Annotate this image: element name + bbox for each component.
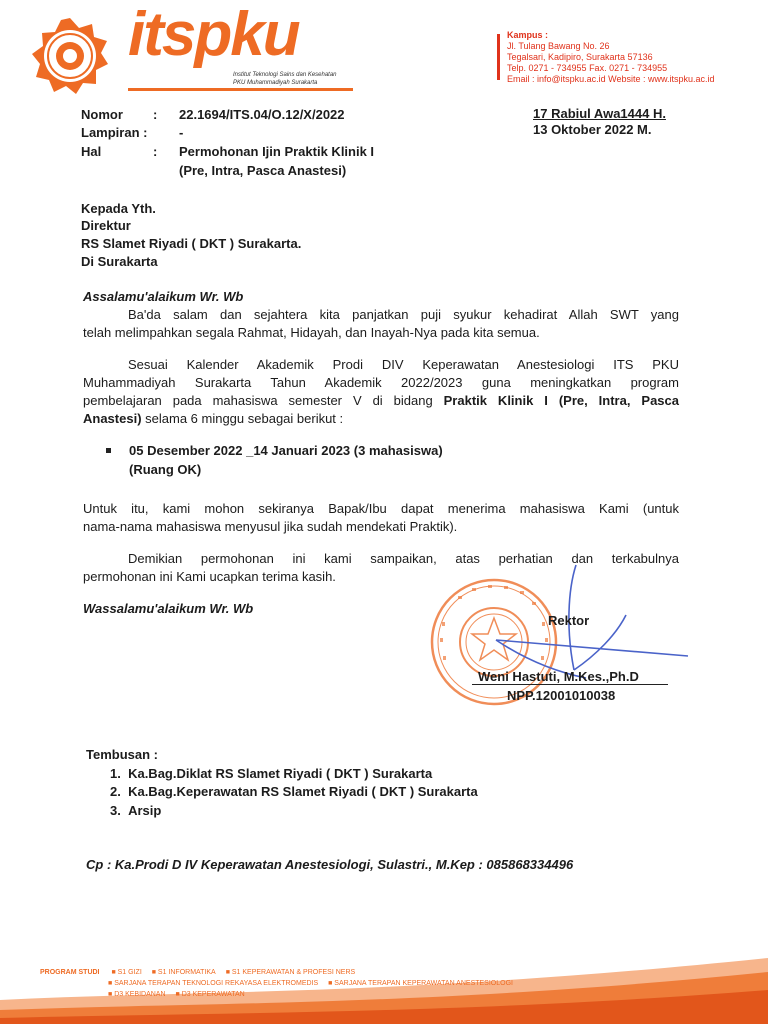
lampiran-value: -	[179, 125, 184, 140]
contact-block	[507, 30, 715, 85]
date-hijri: 17 Rabiul Awa1444 H.	[533, 106, 666, 121]
contact-person: Cp : Ka.Prodi D IV Keperawatan Anestesiologi, Sulastri., M.Kep : 085868334496	[86, 857, 574, 872]
signer-title: Rektor	[548, 613, 590, 628]
recipient-line-3: RS Slamet Riyadi ( DKT ) Surakarta.	[81, 236, 302, 251]
lampiran-label: Lampiran :	[81, 125, 148, 140]
program-d3-kebidanan: ■ D3 KEBIDANAN	[108, 991, 166, 998]
paragraph-2-line-4-text: selama 6 minggu sebagai berikut :	[141, 411, 344, 426]
program-s1-gizi: ■ S1 GIZI	[111, 969, 142, 976]
tembusan-item-2-text: Ka.Bag.Keperawatan RS Slamet Riyadi ( DKT ) Surakarta	[128, 784, 478, 799]
tembusan-item-2: 2. Ka.Bag.Keperawatan RS Slamet Riyadi ( DKT ) Surakarta	[110, 784, 478, 799]
program-d3-kebidanan-text: D3 KEBIDANAN	[114, 991, 166, 998]
institution-emblem	[30, 16, 110, 96]
brand-name: itspku	[128, 0, 299, 69]
program-s1-keperawatan: ■ S1 KEPERAWATAN & PROFESI NERS	[225, 969, 356, 976]
brand-underline	[128, 88, 353, 91]
contact-title: Kampus :	[507, 30, 549, 40]
contact-address: Jl. Tulang Bawang No. 26	[507, 41, 610, 51]
meta-lampiran	[81, 124, 183, 142]
recipient-line-4: Di Surakarta	[81, 254, 158, 269]
hal-value-2: (Pre, Intra, Pasca Anastesi)	[179, 163, 347, 178]
program-s1-keperawatan-text: S1 KEPERAWATAN & PROFESI NERS	[231, 969, 356, 976]
tembusan-item-1: 1. Ka.Bag.Diklat RS Slamet Riyadi ( DKT ) Surakarta	[110, 766, 433, 781]
tembusan-item-3-text: Arsip	[128, 803, 162, 818]
closing: Wassalamu'alaikum Wr. Wb	[83, 601, 254, 616]
tembusan-item-3: 3. Arsip	[110, 803, 162, 818]
paragraph-2-line-3-text: pembelajaran pada mahasiswa semester V di bidang	[83, 393, 444, 408]
date-masehi: 13 Oktober 2022 M.	[533, 122, 652, 137]
paragraph-2-line-2: Muhammadiyah Surakarta Tahun Akademik 2022/2023 guna meningkatkan program	[83, 375, 679, 390]
paragraph-2-line-4-bold: Anastesi)	[83, 411, 142, 426]
recipient-line-2: Direktur	[81, 218, 131, 233]
greeting: Assalamu'alaikum Wr. Wb	[83, 289, 244, 304]
contact-divider	[497, 34, 500, 80]
program-s1-informatika: ■ S1 INFORMATIKA	[151, 969, 216, 976]
paragraph-2	[83, 356, 679, 428]
footer-programs	[40, 967, 521, 1000]
recipient-line-1: Kepada Yth.	[81, 201, 156, 216]
schedule-room: (Ruang OK)	[129, 462, 202, 477]
paragraph-2-line-3-bold: Praktik Klinik I (Pre, Intra, Pasca	[443, 393, 679, 408]
program-s1-informatika-text: S1 INFORMATIKA	[157, 969, 216, 976]
signer-name: Weni Hastuti, M.Kes.,Ph.D	[478, 669, 639, 684]
footer-lead: PROGRAM STUDI	[40, 969, 100, 976]
contact-email-website: Email : info@itspku.ac.id Website : www.itspku.ac.id	[507, 74, 715, 84]
paragraph-2-line-4	[83, 410, 679, 428]
paragraph-3-line-1: Untuk itu, kami mohon sekiranya Bapak/Ibu dapat menerima mahasiswa Kami (untuk	[83, 501, 679, 516]
meta-hal	[81, 143, 374, 161]
schedule-dates: 05 Desember 2022 _14 Januari 2023 (3 mahasiswa)	[129, 443, 443, 458]
signer-npp: NPP.12001010038	[507, 688, 616, 703]
nomor-value: 22.1694/ITS.04/O.12/X/2022	[179, 107, 345, 122]
paragraph-1-line-1: Ba'da salam dan sejahtera kita panjatkan puji syukur kehadirat Allah SWT yang	[128, 307, 679, 322]
program-d3-keperawatan: ■ D3 KEPERAWATAN	[175, 991, 245, 998]
program-d3-keperawatan-text: D3 KEPERAWATAN	[181, 991, 245, 998]
paragraph-4-line-2: permohonan ini Kami ucapkan terima kasih.	[83, 569, 336, 584]
signer-name-underline	[472, 684, 668, 685]
program-str-elektromedis: ■ SARJANA TERAPAN TEKNOLOGI REKAYASA ELEKTROMEDIS	[108, 980, 319, 987]
paragraph-4-line-1: Demikian permohonan ini kami sampaikan, atas perhatian dan terkabulnya	[128, 551, 679, 566]
paragraph-1-line-2: telah melimpahkan segala Rahmat, Hidayah, dan Inayah-Nya pada kita semua.	[83, 325, 540, 340]
nomor-colon: :	[153, 107, 158, 122]
tembusan-title: Tembusan :	[86, 747, 158, 762]
paragraph-2-line-3	[83, 392, 679, 410]
paragraph-2-line-1: Sesuai Kalender Akademik Prodi DIV Keperawatan Anestesiologi ITS PKU	[128, 357, 679, 372]
program-str-anestesiologi-text: SARJANA TERAPAN KEPERAWATAN ANESTESIOLOGI	[334, 980, 513, 987]
program-str-anestesiologi: ■ SARJANA TERAPAN KEPERAWATAN ANESTESIOLOGI	[328, 980, 513, 987]
paragraph-3-line-2: nama-nama mahasiswa menyusul jika sudah mendekati Praktik).	[83, 519, 458, 534]
hal-colon: :	[153, 144, 158, 159]
hal-value-1: Permohonan Ijin Praktik Klinik I	[179, 144, 375, 159]
paragraph-3	[83, 500, 679, 536]
brand-subtitle-2: PKU Muhammadiyah Surakarta	[233, 80, 318, 86]
contact-city: Tegalsari, Kadipiro, Surakarta 57136	[507, 52, 653, 62]
brand-subtitle-1: Institut Teknologi Sains dan Kesehatan	[233, 72, 337, 78]
meta-nomor	[81, 106, 345, 124]
program-s1-gizi-text: S1 GIZI	[117, 969, 142, 976]
contact-phone: Telp. 0271 - 734955 Fax. 0271 - 734955	[507, 63, 668, 73]
program-str-elektromedis-text: SARJANA TERAPAN TEKNOLOGI REKAYASA ELEKTROMEDIS	[114, 980, 319, 987]
nomor-label: Nomor	[81, 107, 123, 122]
bullet-marker	[106, 448, 111, 453]
tembusan-item-1-text: Ka.Bag.Diklat RS Slamet Riyadi ( DKT ) Surakarta	[128, 766, 433, 781]
hal-label: Hal	[81, 144, 102, 159]
paragraph-1	[83, 306, 679, 342]
